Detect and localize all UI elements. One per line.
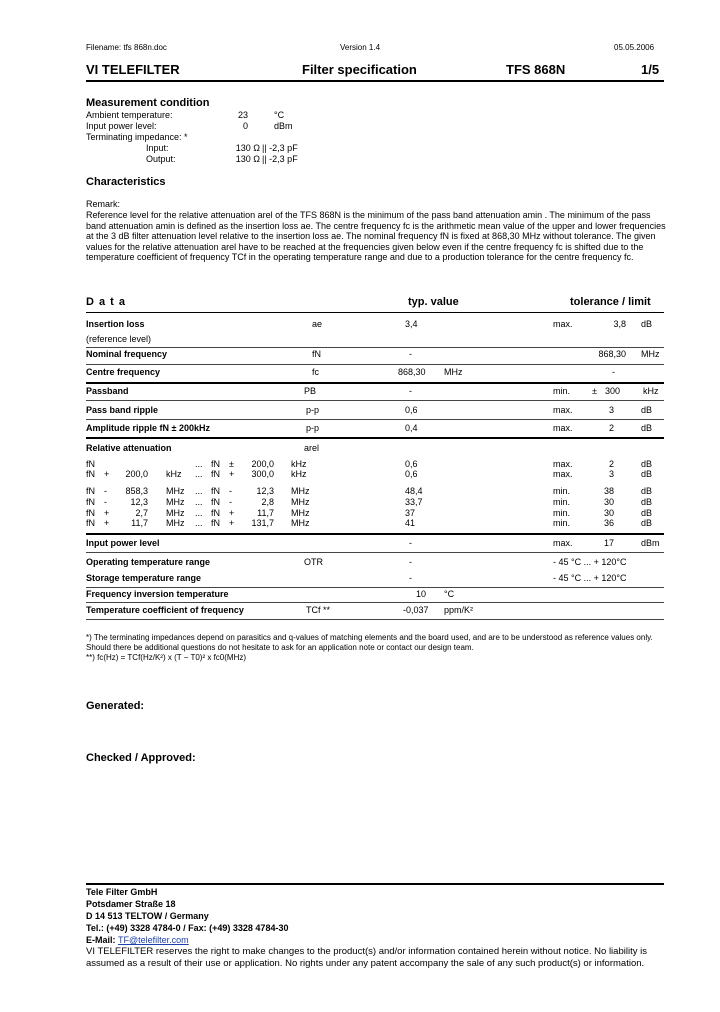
rel-f2: fN [211,459,220,469]
centre-typ-unit: MHz [444,367,463,377]
rel-value2: 200,0 [251,459,274,469]
rel-unit: dB [641,469,653,479]
insertion-loss-kind: max. [553,319,573,329]
table-top-rule [86,312,664,313]
insertion-loss-tol: 3,8 [613,319,626,329]
insertion-loss-symbol: ae [312,319,323,329]
page-number: 1/5 [641,62,660,77]
rel-dots: ... [195,486,203,496]
nominal-label: Nominal frequency [86,349,168,359]
otr-label: Operating temperature range [86,557,211,567]
rel-unit1: MHz [166,508,185,518]
rel-att-label: Relative attenuation [86,443,172,453]
rel-unit2: kHz [291,459,307,469]
row-rule [86,602,664,603]
meas-unit: °C [274,110,285,120]
rel-unit2: MHz [291,497,310,507]
col-typ: typ. value [408,296,459,308]
rel-dots: ... [195,497,203,507]
meas-label: Input: [146,143,169,153]
rel-sign2: + [229,518,235,528]
rel-dots: ... [195,508,203,518]
rel-kind: min. [553,518,571,528]
row-rule [86,347,664,348]
input-power-typ: - [409,538,412,548]
nominal-typ: - [409,349,412,359]
rel-tol: 30 [603,508,614,518]
rel-tol: 3 [608,469,614,479]
footnote-tc: **) fc(Hz) = TCf(Hz/K²) x (T − T0)² x fc0(MHz) [86,653,247,662]
rel-dots: ... [195,469,203,479]
rel-tol: 38 [603,486,614,496]
row-rule [86,419,664,420]
centre-label: Centre frequency [86,367,161,377]
meas-label: Input power level: [86,121,157,131]
centre-typ: 868,30 [398,367,426,377]
input-power-kind: max. [553,538,573,548]
ripple-tol: 3 [608,405,614,415]
tc-typ: -0,037 [403,605,429,615]
meas-unit: dBm [274,121,293,131]
input-power-unit: dBm [641,538,660,548]
inversion-typ: 10 [416,589,427,599]
rel-kind: min. [553,497,571,507]
meas-unit: || -2,3 pF [262,143,298,153]
rel-f1: fN [86,508,95,518]
centre-symbol: fc [312,367,320,377]
rel-typ: 0,6 [405,459,418,469]
rel-typ: 41 [405,518,416,528]
rel-value2: 12,3 [256,486,274,496]
row-rule [86,552,664,553]
meas-unit: || -2,3 pF [262,154,298,164]
centre-tol: - [612,367,615,377]
rel-f1: fN [86,497,95,507]
rel-f1: fN [86,459,95,469]
col-tolerance: tolerance / limit [570,296,651,308]
ripple-symbol: p-p [306,405,320,415]
rel-sign2: - [229,497,232,507]
inversion-unit: °C [444,589,455,599]
passband-pm: ± [592,386,597,396]
footer-email-link[interactable]: TF@telefilter.com [118,935,189,945]
rel-f1: fN [86,518,95,528]
rel-kind: min. [553,508,571,518]
tc-symbol: TCf ** [306,605,331,615]
insertion-loss-label: Insertion loss [86,319,145,329]
rel-unit2: MHz [291,486,310,496]
rel-unit2: MHz [291,518,310,528]
tc-unit: ppm/K² [444,605,474,615]
rel-f2: fN [211,497,220,507]
amp-ripple-tol: 2 [608,423,614,433]
otr-tol: - 45 °C ... + 120°C [553,557,627,567]
company-logo-text: VI TELEFILTER [86,62,180,77]
row-rule [86,382,664,384]
nominal-unit: MHz [641,349,660,359]
meas-label: Output: [146,154,176,164]
input-power-tol: 17 [603,538,614,548]
rel-tol: 30 [603,497,614,507]
ripple-kind: max. [553,405,573,415]
rel-tol: 2 [608,459,614,469]
characteristics-heading: Characteristics [86,176,166,188]
footer-tel: Tel.: (+49) 3328 4784-0 / Fax: (+49) 3328 4784-30 [86,923,289,933]
rel-tol: 36 [603,518,614,528]
rel-sign1: + [104,518,110,528]
footer-divider [86,883,664,885]
rel-sign1: - [104,497,107,507]
rel-unit: dB [641,486,653,496]
rel-sign1: + [104,508,110,518]
doc-date: 05.05.2006 [614,43,655,52]
header-divider [86,80,664,82]
footer-email-row [86,935,189,945]
checked-label: Checked / Approved: [86,752,196,764]
rel-typ: 33,7 [405,497,423,507]
storage-typ: - [409,573,412,583]
footer-company: Tele Filter GmbH [86,887,158,897]
ripple-typ: 0,6 [405,405,418,415]
meas-label: Ambient temperature: [86,110,173,120]
rel-value1: 12,3 [130,497,148,507]
rel-f1: fN [86,469,95,479]
rel-value1: 11,7 [131,518,148,528]
rel-unit1: MHz [166,486,185,496]
doc-title: Filter specification [302,62,417,77]
amp-ripple-typ: 0,4 [405,423,418,433]
meas-label: Terminating impedance: * [86,132,188,142]
rel-unit: dB [641,508,653,518]
meas-value: 130 Ω [235,143,260,153]
rel-unit1: MHz [166,497,185,507]
rel-value2: 11,7 [257,508,274,518]
rel-typ: 37 [405,508,416,518]
amp-ripple-label: Amplitude ripple fN ± 200kHz [86,423,210,433]
rel-kind: min. [553,486,571,496]
row-rule [86,587,664,588]
rel-unit: dB [641,518,653,528]
ripple-label: Pass band ripple [86,405,159,415]
rel-unit1: kHz [166,469,182,479]
tc-label: Temperature coefficient of frequency [86,605,244,615]
amp-ripple-unit: dB [641,423,653,433]
meas-value: 0 [242,121,248,131]
rel-kind: max. [553,469,573,479]
rel-value1: 2,7 [135,508,148,518]
insertion-loss-typ: 3,4 [405,319,418,329]
rel-sign1: - [104,486,107,496]
rel-dots: ... [195,518,203,528]
meas-value: 130 Ω [235,154,260,164]
table-bottom-rule [86,619,664,620]
rel-unit2: MHz [291,508,310,518]
rel-unit2: kHz [291,469,307,479]
part-number: TFS 868N [506,62,566,77]
rel-f2: fN [211,486,220,496]
storage-tol: - 45 °C ... + 120°C [553,573,627,583]
insertion-loss-unit: dB [641,319,653,329]
rel-f2: fN [211,508,220,518]
passband-kind: min. [553,386,571,396]
rel-typ: 0,6 [405,469,418,479]
rel-sign2: + [229,469,235,479]
footer-disclaimer: VI TELEFILTER reserves the right to make changes to the product(s) and/or information contained herein without notice. No liability is assumed as a result of their use or application. No rights under any patent accompany the sale of any such product(s) or information. [86,946,647,969]
rel-value2: 2,8 [261,497,274,507]
rel-sign2: - [229,486,232,496]
rel-f2: fN [211,469,220,479]
passband-typ: - [409,386,412,396]
measurement-heading: Measurement condition [86,97,210,109]
rel-f2: fN [211,518,220,528]
insertion-loss-sub: (reference level) [86,334,152,344]
nominal-tol: 868,30 [598,349,626,359]
rel-att-symbol: arel [304,443,320,453]
rel-value2: 300,0 [251,469,274,479]
nominal-symbol: fN [312,349,321,359]
inversion-label: Frequency inversion temperature [86,589,229,599]
footer-email-label: E-Mail: [86,935,119,945]
otr-typ: - [409,557,412,567]
rel-sign2: + [229,508,235,518]
rel-value2: 131,7 [251,518,274,528]
amp-ripple-symbol: p-p [306,423,320,433]
ripple-unit: dB [641,405,653,415]
row-rule [86,400,664,401]
input-power-label: Input power level [86,538,160,548]
passband-symbol: PB [304,386,317,396]
row-rule [86,533,664,535]
meas-value: 23 [237,110,248,120]
rel-typ: 48,4 [405,486,423,496]
rel-unit: dB [641,459,653,469]
passband-label: Passband [86,386,129,396]
rel-dots: ... [195,459,203,469]
amp-ripple-kind: max. [553,423,573,433]
rel-f1: fN [86,486,95,496]
rel-unit: dB [641,497,653,507]
rel-sign1: + [104,469,110,479]
row-rule [86,364,664,365]
passband-tol: 300 [604,386,620,396]
footer-city: D 14 513 TELTOW / Germany [86,911,209,921]
rel-value1: 200,0 [125,469,148,479]
otr-symbol: OTR [304,557,323,567]
remark-text: Reference level for the relative attenuation arel of the TFS 868N is the minimum of the pass band attenuation amin . The minimum of the pass band attenuation amin is defined as the insertion loss ae. The centre frequency fc is the arithmetic mean value of the upper and lower frequencies at the 3 dB filter attenuation level relative to the insertion loss ae. The nominal frequency fN is fixed at 868,30 MHz without tolerance. The given values for the relative attenuation arel have to be reached at the frequencies given below even if the centre frequency fc is shifted due to the temperature coefficient of frequency TCf in the operating temperature range and due to a production tolerance for the centre frequency fc. [86,210,666,262]
generated-label: Generated: [86,700,145,712]
passband-unit: kHz [643,386,659,396]
row-rule [86,437,664,439]
remark-label: Remark: [86,199,121,209]
version: Version 1.4 [340,43,381,52]
rel-kind: max. [553,459,573,469]
col-data: D a t a [86,296,127,308]
rel-value1: 858,3 [125,486,148,496]
rel-unit1: MHz [166,518,185,528]
footnote-impedance: *) The terminating impedances depend on parasitics and q-values of matching elements and the board used, and are to be understood as reference values only. Should there be additional questions do not hesitate to ask for an application note or contact our design team. [86,633,653,652]
footer-street: Potsdamer Straße 18 [86,899,176,909]
storage-label: Storage temperature range [86,573,202,583]
filename: Filename: tfs 868n.doc [86,43,167,52]
rel-sign2: ± [229,459,234,469]
